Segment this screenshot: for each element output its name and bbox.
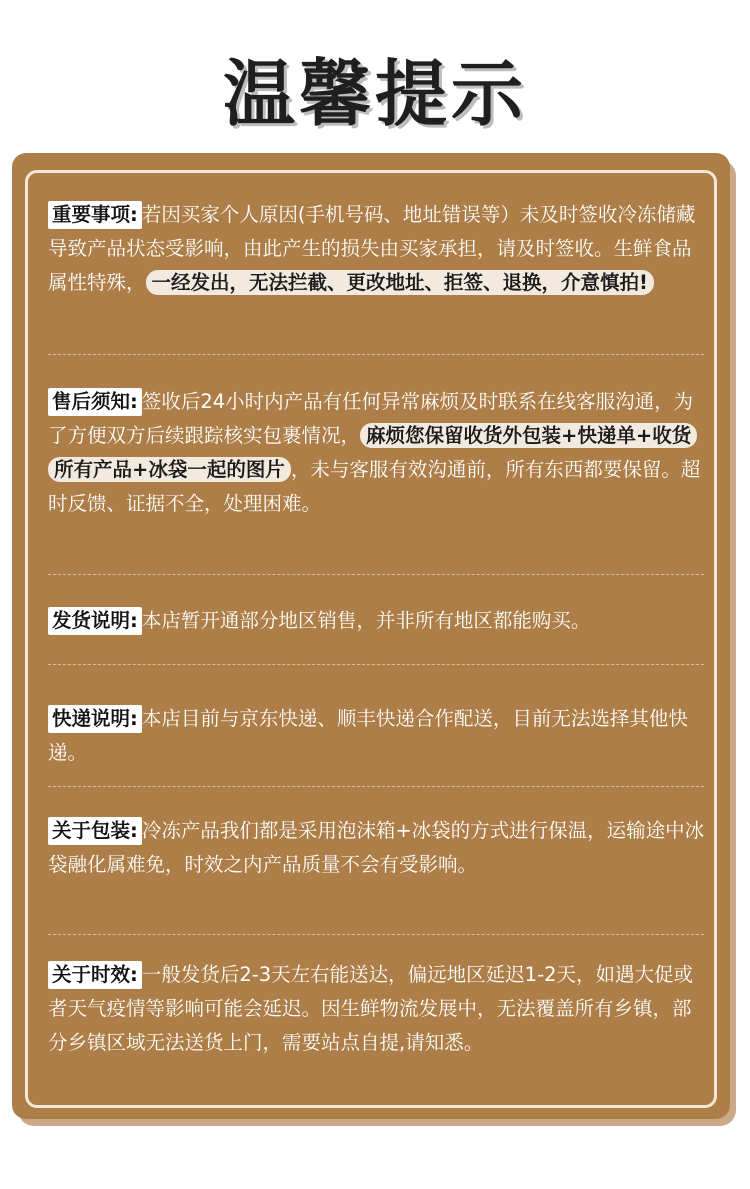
section-text: 一般发货后2-3天左右能送达，偏远地区延迟1-2天，如遇大促或者天气疫情等影响可能会延迟。因生鲜物流发展中，无法覆盖所有乡镇，部分乡镇区域无法送货上门，需要站点自提,请知悉。 (48, 963, 694, 1054)
divider (48, 354, 704, 355)
section-label: 关于包装: (48, 817, 142, 845)
section-label: 快递说明: (48, 705, 142, 733)
page-title: 温馨提示 (222, 51, 527, 136)
section-label: 发货说明: (48, 607, 142, 635)
notice-packaging (48, 814, 708, 882)
section-label: 售后须知: (48, 388, 142, 416)
notice-after-sales (48, 385, 708, 521)
section-text: 本店目前与京东快递、顺丰快递合作配送，目前无法选择其他快递。 (48, 707, 688, 764)
section-text: 冷冻产品我们都是采用泡沫箱+冰袋的方式进行保温，运输途中冰袋融化属难免，时效之内产品质量不会有受影响。 (48, 819, 705, 876)
notice-express (48, 702, 708, 770)
section-text: 若因买家个人原因(手机号码、地址错误等）未及时签收冷冻储藏导致产品状态受影响，由此产生的损失由买家承担，请及时签收。生鲜食品属性特殊， (48, 203, 696, 294)
divider (48, 664, 704, 665)
section-highlight: 麻烦您保留收货外包装+快递单+收货所有产品+冰袋一起的图片 (48, 423, 697, 482)
divider (48, 934, 704, 935)
notice-important (48, 198, 708, 300)
notice-shipping (48, 604, 708, 638)
section-highlight: 一经发出，无法拦截、更改地址、拒签、退换，介意慎拍! (146, 270, 654, 295)
section-text: 本店暂开通部分地区销售，并非所有地区都能购买。 (141, 609, 591, 632)
divider (48, 574, 704, 575)
notice-timing (48, 958, 708, 1060)
section-label: 关于时效: (48, 961, 142, 989)
section-text: 签收后24小时内产品有任何异常麻烦及时联系在线客服沟通，为了方便双方后续跟踪核实包裹情况， (48, 390, 694, 447)
section-text-tail: ，未与客服有效沟通前，所有东西都要保留。超时反馈、证据不全，处理困难。 (48, 458, 701, 515)
section-label: 重要事项: (48, 201, 142, 229)
divider (48, 786, 704, 787)
